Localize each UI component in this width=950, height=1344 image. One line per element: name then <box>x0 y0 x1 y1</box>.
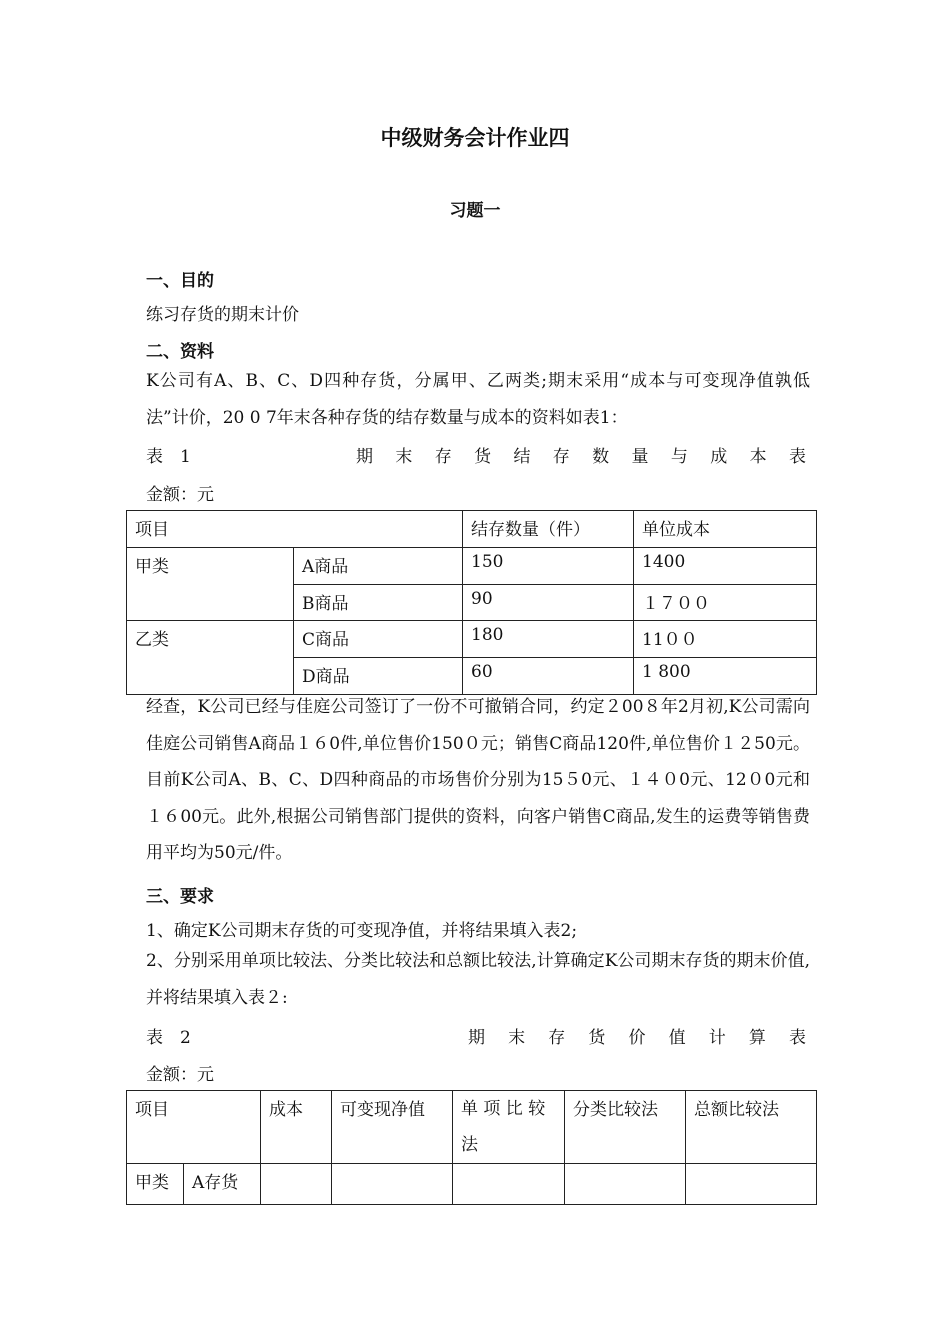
group-cell: 甲类 <box>127 548 294 621</box>
table1-title-char: 本 <box>749 447 767 467</box>
cost-cell: １７００ <box>634 585 817 621</box>
table1-title-char: 结 <box>513 447 531 467</box>
table-row <box>127 548 817 585</box>
document-title: 中级财务会计作业四 <box>380 126 570 150</box>
table2-title-char: 表 <box>789 1028 806 1048</box>
inventory-cost-table <box>126 510 817 695</box>
table1-title-char: 存 <box>434 447 452 467</box>
table2-label: 表 2 <box>146 1028 191 1048</box>
materials-paragraph-2: 经查，K公司已经与佳庭公司签订了一份不可撤销合同，约定２00８年2月初,K公司需向佳庭公司销售A商品１６0件,单位售价150０元；销售C商品120件,单位售价１２50元。目前K公司A、B、C、D四种商品的市场售价分别为15５0元、１４０0元、12０0元和１６00元。此外,根据公司销售部门提供的资料，向客户销售C商品,发生的运费等销售费用平均为50元/件。 <box>146 697 810 863</box>
item-cell: A存货 <box>184 1164 261 1205</box>
header-net-realizable-value: 可变现净值 <box>332 1091 453 1164</box>
header-item-by-item: 单 项 比 较 法 <box>453 1091 565 1164</box>
section-heading-requirements: 三、要求 <box>146 887 214 907</box>
materials-paragraph-1: K公司有A、B、C、D四种存货，分属甲、乙两类;期末采用“成本与可变现净值孰低法”计价，20 0 7年末各种存货的结存数量与成本的资料如表1： <box>146 371 810 428</box>
table2-title-char: 值 <box>668 1028 686 1048</box>
empty-cell <box>565 1164 686 1205</box>
table1-title-char: 量 <box>631 447 649 467</box>
qty-cell: 150 <box>463 548 634 585</box>
group-cell: 甲类 <box>127 1164 184 1205</box>
header-item: 项目 <box>127 511 463 548</box>
empty-cell <box>261 1164 332 1205</box>
header-quantity: 结存数量（件） <box>463 511 634 548</box>
cost-cell: 11００ <box>634 621 817 658</box>
table-header-row <box>127 511 817 548</box>
table2-title <box>468 1023 806 1048</box>
group-cell: 乙类 <box>127 621 294 695</box>
table1-title-char: 数 <box>592 447 610 467</box>
table1-title-char: 末 <box>395 447 413 467</box>
header-unit-cost: 单位成本 <box>634 511 817 548</box>
header-aggregate: 总额比较法 <box>686 1091 817 1164</box>
table1-title-char: 期 <box>356 447 373 467</box>
item-cell: D商品 <box>294 658 463 695</box>
table1-title <box>356 442 806 467</box>
purpose-text: 练习存货的期末计价 <box>146 305 299 325</box>
item-cell: A商品 <box>294 548 463 585</box>
inventory-valuation-table <box>126 1090 817 1205</box>
exercise-title: 习题一 <box>449 201 501 221</box>
table1-label: 表 1 <box>146 447 191 467</box>
requirement-1: 1、确定K公司期末存货的可变现净值，并将结果填入表2; <box>146 921 578 941</box>
item-cell: B商品 <box>294 585 463 621</box>
item-cell: C商品 <box>294 621 463 658</box>
empty-cell <box>686 1164 817 1205</box>
empty-cell <box>332 1164 453 1205</box>
table2-title-char: 存 <box>548 1028 566 1048</box>
table1-title-char: 货 <box>474 447 492 467</box>
table2-title-char: 计 <box>708 1028 726 1048</box>
table2-title-char: 末 <box>508 1028 526 1048</box>
table2-title-char: 价 <box>628 1028 646 1048</box>
qty-cell: 180 <box>463 621 634 658</box>
table1-title-char: 成 <box>710 447 728 467</box>
table1-title-char: 存 <box>552 447 570 467</box>
section-heading-purpose: 一、目的 <box>146 271 214 291</box>
header-item: 项目 <box>127 1091 261 1164</box>
header-category: 分类比较法 <box>565 1091 686 1164</box>
table-header-row <box>127 1091 817 1164</box>
table2-title-char: 期 <box>468 1028 485 1048</box>
table1-unit: 金额：元 <box>146 485 214 505</box>
requirement-2: 2、分别采用单项比较法、分类比较法和总额比较法,计算确定K公司期末存货的期末价值,并将结果填入表２: <box>146 951 810 1008</box>
qty-cell: 90 <box>463 585 634 621</box>
cost-cell: 1 800 <box>634 658 817 695</box>
table2-unit: 金额：元 <box>146 1065 214 1085</box>
section-heading-materials: 二、资料 <box>146 342 214 362</box>
table2-title-char: 算 <box>748 1028 766 1048</box>
empty-cell <box>453 1164 565 1205</box>
cost-cell: 1400 <box>634 548 817 585</box>
table-row <box>127 1164 817 1205</box>
table1-title-char: 与 <box>670 447 688 467</box>
table2-title-char: 货 <box>588 1028 606 1048</box>
qty-cell: 60 <box>463 658 634 695</box>
table1-title-char: 表 <box>788 447 806 467</box>
header-cost: 成本 <box>261 1091 332 1164</box>
table-row <box>127 621 817 658</box>
